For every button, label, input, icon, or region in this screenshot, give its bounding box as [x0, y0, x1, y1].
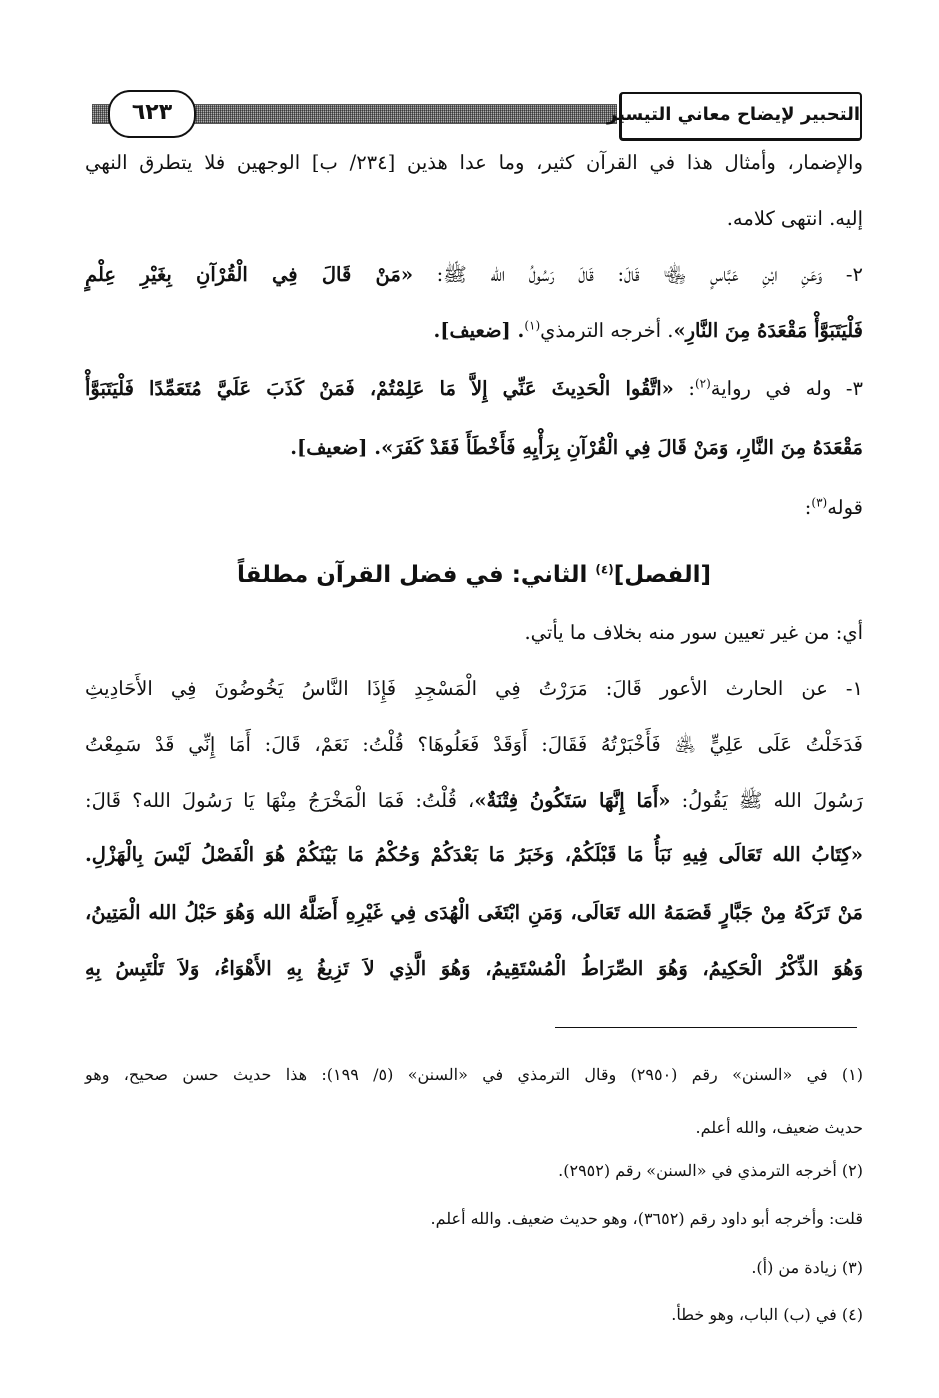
page-number: ٦٢٣ — [108, 90, 196, 138]
hadith-2-line-1 — [85, 262, 863, 288]
book-title: التحبير لإيضاح معاني التيسير — [619, 92, 862, 141]
text-part: رَسُولَ الله ﷺ يَقُولُ: — [670, 789, 863, 812]
footnote-ref-1: (١) — [524, 318, 541, 333]
text-part: ، قُلْتُ: فَمَا الْمَخْرَجُ مِنْهَا يَا رَسُولَ الله؟ قَالَ: — [85, 789, 475, 812]
hadith-2-text-end: فَلْيَتَبَوَّأْ مَقْعَدَهُ مِنَ النَّارِ» — [673, 319, 863, 342]
hadith-line: «كِتَابُ الله تَعَالَى فِيهِ نَبَأُ مَا قَبْلَكُمْ، وَخَبَرُ مَا بَعْدَكُمْ وَحُكْمُ مَا بَيْنَكُمْ هُوَ الْفَصْلُ لَيْسَ بِالْهَزْلِ. — [85, 843, 863, 866]
section-heading — [85, 560, 863, 590]
text-line: والإضمار، وأمثال هذا في القرآن كثير، وما عدا هذين [٢٣٤/ ب] الوجهين فلا يتطرق النهي — [85, 151, 863, 174]
footnote-separator — [555, 1027, 857, 1028]
footnote-ref-2: (٢) — [694, 376, 711, 391]
running-header — [92, 90, 862, 140]
text-line: أي: من غير تعيين سور منه بخلاف ما يأتي. — [524, 621, 863, 644]
hadith-3-text: «اتَّقُوا الْحَدِيثَ عَنِّي إِلاَّ مَا عَلِمْتُمْ، فَمَنْ كَذَبَ عَلَيَّ مُتَعَمِّدًا فَلْيَتَبَوَّأْ — [85, 377, 674, 400]
colon: : — [673, 377, 695, 400]
hadith-2-text: «مَنْ قَالَ فِي الْقُرْآنِ بِغَيْرِ عِلْمٍ — [85, 263, 414, 286]
qawluh-text: قوله — [827, 496, 863, 519]
hadith-line: مَنْ تَرَكَهُ مِنْ جَبَّارٍ قَصَمَهُ الله تَعَالَى، وَمَنِ ابْتَغَى الْهُدَى فِي غَيْرِهِ أَضَلَّهُ الله وَهُوَ حَبْلُ الله الْمَتِينُ، — [85, 901, 863, 924]
footnote-ref-3: (٣) — [811, 495, 828, 510]
footnote-2: (٢) أخرجه الترمذي في «السنن» رقم (٢٩٥٢). — [558, 1161, 863, 1180]
heading-bracket: [الفصل] — [613, 562, 711, 588]
hadith-3-intro: ٣- وله في رواية — [710, 377, 863, 400]
hadith-3-grade: [ضعيف]. — [290, 436, 375, 459]
hadith-3-text-end: مَقْعَدَهُ مِنَ النَّارِ، وَمَنْ قَالَ فِي الْقُرْآنِ بِرَأْيِهِ فَأَخْطَأَ فَقَدْ كَفَرَ». — [374, 436, 863, 459]
footnote-4: (٤) في (ب) الباب، وهو خطأ. — [671, 1305, 863, 1324]
heading-title: الثاني: في فضل القرآن مطلقاً — [237, 562, 596, 588]
qawluh-line — [85, 495, 863, 521]
footnote-2-note: قلت: وأخرجه أبو داود رقم (٣٦٥٢)، وهو حديث ضعيف. والله أعلم. — [430, 1209, 863, 1228]
hadith-2-source: . أخرجه الترمذي — [540, 319, 674, 342]
colon: : — [804, 496, 812, 519]
footnote-1-cont: حديث ضعيف، والله أعلم. — [695, 1118, 863, 1137]
text-line: إليه. انتهى كلامه. — [726, 207, 863, 230]
hadith-line: وَهُوَ الذِّكْرُ الْحَكِيمُ، وَهُوَ الصِّرَاطُ الْمُسْتَقِيمُ، وَهُوَ الَّذِي لاَ تَزِيغُ بِهِ الأَهْوَاءُ، وَلاَ تَلْتَبِسُ بِهِ — [85, 957, 863, 980]
footnote-ref-4: (٤) — [595, 562, 614, 577]
hadith-3-line-2 — [85, 435, 863, 461]
hadith-2-intro: ٢- وَعَنِ ابْنِ عَبَّاسٍ ﵄ قَالَ: قَالَ رَسُولُ الله ﷺ: — [413, 263, 863, 286]
footnote-1: (١) في «السنن» رقم (٢٩٥٠) وقال الترمذي في «السنن» (٥/ ١٩٩): هذا حديث حسن صحيح، وهو — [85, 1065, 864, 1084]
hadith-2-line-2 — [85, 318, 863, 344]
hadith-2-grade: . [ضعيف]. — [433, 319, 525, 342]
footnote-3: (٣) زيادة من (أ). — [751, 1258, 863, 1277]
text-line — [85, 788, 863, 814]
text-line: فَدَخَلْتُ عَلَى عَلِيٍّ ﵁ فَأَخْبَرْتُهُ فَقَالَ: أَوَقَدْ فَعَلُوهَا؟ قُلْتُ: نَعَمْ، قَالَ: أَمَا إِنِّي قَدْ سَمِعْتُ — [85, 733, 863, 756]
text-line: ١- عن الحارث الأعور قَالَ: مَرَرْتُ فِي الْمَسْجِدِ فَإِذَا النَّاسُ يَخُوضُونَ فِي الأَحَادِيثِ — [85, 677, 863, 700]
hadith-3-line-1 — [85, 376, 863, 402]
hadith-quote: «أَمَا إِنَّهَا سَتَكُونُ فِتْنَةٌ» — [474, 789, 671, 812]
